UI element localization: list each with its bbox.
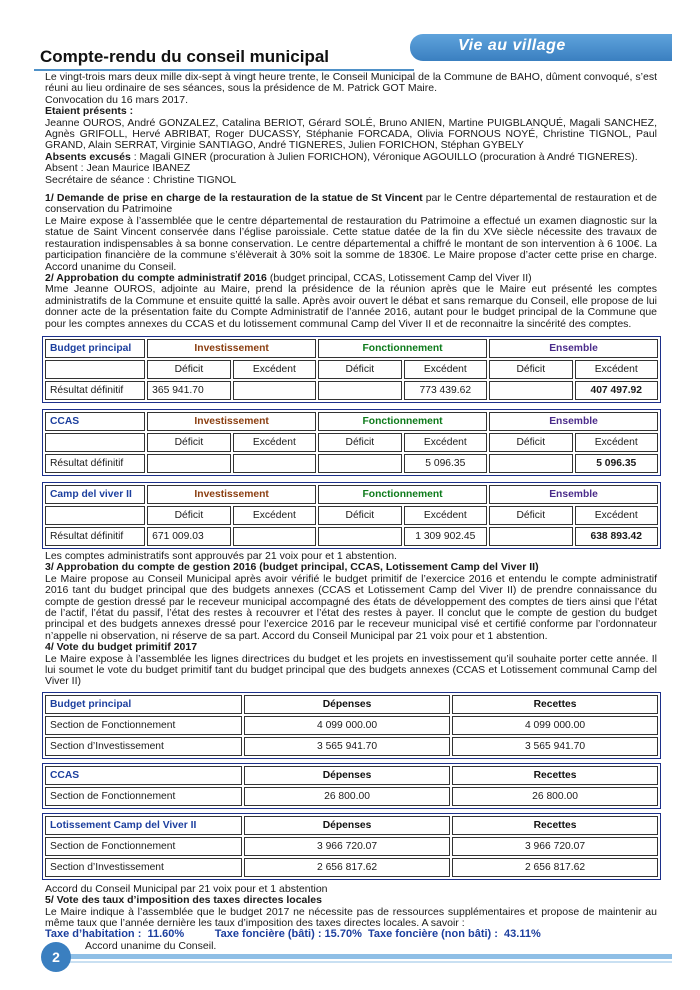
inv-deficit	[147, 454, 230, 473]
budget-name: Lotissement Camp del Viver II	[45, 816, 242, 835]
subheader-exc: Excédent	[404, 360, 487, 379]
s1-body: Le Maire expose à l’assemblée que le centre départemental de restauration du Patrimoine a effectué un examen diagnostic sur la statue de Saint Vincent conservée dans l’église paroissiale. Cette statue datée de la fin du XVe siècle nécessite des travaux de restauration indispensables à sa bonne conservation. Le centre départemental a chiffré le montant de son intervention à 6 100€. La participation financière de la commune s’élèverait à 30% soit la somme de 1830€. Le Maire propose d’acter cette prise en charge. Accord unanime du Conseil.	[45, 214, 657, 273]
subheader-exc: Excédent	[575, 433, 659, 452]
section-label: Section d’Investissement	[45, 858, 242, 877]
inv-excedent	[233, 381, 316, 400]
fon-excedent: 773 439.62	[404, 381, 487, 400]
header-fonctionnement: Fonctionnement	[318, 339, 487, 358]
inv-excedent	[233, 454, 316, 473]
secretaire-line: Secrétaire de séance : Christine TIGNOL	[45, 173, 237, 186]
section-label: Vie au village	[458, 37, 566, 54]
s4-body: Le Maire expose à l’assemblée les lignes directrices du budget et les projets en investissement qu’il souhaite porter cette année. Il lui soumet le vote du budget primitif tant du budget principal que des budgets annexes (CCAS et Lotissement communal Camp del Viver II)	[45, 652, 657, 688]
page-number: 2	[41, 942, 71, 972]
s5-title: 5/ Vote des taux d’imposition des taxes directes locales	[45, 894, 322, 907]
row-label: Résultat définitif	[45, 381, 145, 400]
header-fonctionnement: Fonctionnement	[318, 485, 487, 504]
s2-body: Mme Jeanne OUROS, adjointe au Maire, prend la présidence de la réunion après que le Maire eut présenté les comptes administratifs de la Commune et ensuite quitté la salle. Après avoir ouvert le débat et sans remarque du Conseil, elle propose de lui donner acte de la présentation faite du Compte Administratif de l’année 2016, autant pour le budget principal de la Commune que pour les comptes annexes du CCAS et du lotissement communal Camp del Viver II et de reconnaitre la sincérité des comptes.	[45, 283, 657, 330]
header-investissement: Investissement	[147, 485, 316, 504]
inv-excedent	[233, 527, 316, 546]
section-banner	[410, 34, 672, 61]
fon-excedent: 1 309 902.45	[404, 527, 487, 546]
footer-band-light	[44, 961, 672, 963]
subheader-exc: Excédent	[575, 506, 659, 525]
budget-name: Budget principal	[45, 695, 242, 714]
header-investissement: Investissement	[147, 339, 316, 358]
convocation: Convocation du 16 mars 2017.	[45, 93, 189, 106]
depenses-value: 3 966 720.07	[244, 837, 450, 856]
fon-deficit	[318, 381, 401, 400]
ca-table	[42, 482, 661, 549]
bp-table	[42, 763, 661, 809]
s2-title-bold: 2/ Approbation du compte administratif 2016	[45, 271, 267, 284]
inv-deficit: 365 941.70	[147, 381, 230, 400]
header-depenses: Dépenses	[244, 816, 450, 835]
recettes-value: 3 565 941.70	[452, 737, 658, 756]
recettes-value: 4 099 000.00	[452, 716, 658, 735]
s1-title-bold: 1/ Demande de prise en charge de la restauration de la statue de St Vincent	[45, 192, 423, 205]
ens-excedent: 407 497.92	[575, 381, 659, 400]
subheader-def: Déficit	[318, 360, 401, 379]
ca-table	[42, 336, 661, 403]
page-title: Compte-rendu du conseil municipal	[40, 47, 330, 66]
header-depenses: Dépenses	[244, 766, 450, 785]
row-label: Résultat définitif	[45, 454, 145, 473]
subheader-def: Déficit	[489, 360, 572, 379]
bp-table	[42, 813, 661, 880]
empty-cell	[45, 433, 145, 452]
subheader-exc: Excédent	[233, 360, 316, 379]
subheader-exc: Excédent	[233, 433, 316, 452]
s2-title-rest: (budget principal, CCAS, Lotissement Camp del Viver II)	[266, 271, 532, 284]
subheader-def: Déficit	[318, 506, 401, 525]
excuses-text: : Magali GINER (procuration à Julien FORICHON), Véronique AGOUILLO (procuration à André TIGNERES).	[130, 150, 638, 163]
s2-after: Les comptes administratifs sont approuvés par 21 voix pour et 1 abstention.	[45, 549, 397, 562]
tax-rates: Taxe d’habitation : 11.60% Taxe foncière (bâti) : 15.70% Taxe foncière (non bâti) : 43.11%	[45, 928, 541, 941]
footer-band	[44, 954, 672, 959]
section-label: Section de Fonctionnement	[45, 837, 242, 856]
inv-deficit: 671 009.03	[147, 527, 230, 546]
budget-name: CCAS	[45, 412, 145, 431]
subheader-def: Déficit	[318, 433, 401, 452]
empty-cell	[45, 360, 145, 379]
header-depenses: Dépenses	[244, 695, 450, 714]
subheader-exc: Excédent	[575, 360, 659, 379]
fon-deficit	[318, 454, 401, 473]
ens-excedent: 5 096.35	[575, 454, 659, 473]
fon-excedent: 5 096.35	[404, 454, 487, 473]
presents-list: Jeanne OUROS, André GONZALEZ, Catalina BERIOT, Gérard SOLÉ, Bruno ANIEN, Martine PUIGBLANQUÉ, Magali SANCHEZ, Agnès GRIFOLL, Hervé ABRIBAT, Roger DUCASSY, Stéphanie FORCADA, Olivia FORNOUS NOYÉ, Christine TIGNOL, Paul GRAND, Alain SERRAT, Virginie SANTIAGO, André TIGNERES, Julien FORICHON, Stéphan GYBELY	[45, 116, 657, 152]
section-label: Section de Fonctionnement	[45, 787, 242, 806]
header-ensemble: Ensemble	[489, 412, 658, 431]
recettes-value: 2 656 817.62	[452, 858, 658, 877]
s3-title: 3/ Approbation du compte de gestion 2016 (budget principal, CCAS, Lotissement Camp del Viver II)	[45, 561, 539, 574]
recettes-value: 26 800.00	[452, 787, 658, 806]
header-recettes: Recettes	[452, 766, 658, 785]
subheader-def: Déficit	[489, 433, 572, 452]
bp-tables	[45, 692, 657, 880]
s1-title-rest: par le Centre départemental de restauration et de conservation du Patrimoine	[45, 192, 657, 216]
bp-table	[42, 692, 661, 759]
subheader-def: Déficit	[147, 433, 230, 452]
excuses-label: Absents excusés	[45, 150, 131, 163]
budget-name: CCAS	[45, 766, 242, 785]
budget-name: Budget principal	[45, 339, 145, 358]
recettes-value: 3 966 720.07	[452, 837, 658, 856]
header-fonctionnement: Fonctionnement	[318, 412, 487, 431]
s1-title	[45, 193, 657, 216]
header-ensemble: Ensemble	[489, 485, 658, 504]
subheader-exc: Excédent	[404, 506, 487, 525]
ens-excedent: 638 893.42	[575, 527, 659, 546]
subheader-def: Déficit	[489, 506, 572, 525]
budget-name: Camp del viver II	[45, 485, 145, 504]
s4-after: Accord du Conseil Municipal par 21 voix pour et 1 abstention	[45, 882, 328, 895]
row-label: Résultat définitif	[45, 527, 145, 546]
subheader-exc: Excédent	[233, 506, 316, 525]
minutes-body	[45, 72, 657, 952]
s3-body: Le Maire propose au Conseil Municipal après avoir vérifié le budget primitif de l’exercice 2016 et entendu le compte administratif 2016 tant du budget principal que des budgets annexes (CCAS et Lotissement Camp del Viver II) de prendre connaissance du compte de gestion dressé par le receveur municipal accompagné des états de développement des comptes de tiers ainsi que l’état de l’actif, l’état du passif, l’état des restes à recouvrer et l’état des restes à payer. Il conclut que le compte de gestion du budget principal et des budgets annexes dressé pour l’exercice 2016 par le receveur municipal visé et certifié conforme par l’ordonnateur n’appelle ni observation, ni réserve de sa part. Accord du Conseil Municipal par 21 voix pour et 1 abstention.	[45, 572, 657, 642]
ens-deficit	[489, 381, 572, 400]
presents-label: Etaient présents :	[45, 105, 134, 118]
ens-deficit	[489, 527, 572, 546]
section-label: Section d’Investissement	[45, 737, 242, 756]
depenses-value: 4 099 000.00	[244, 716, 450, 735]
s5-after: Accord unanime du Conseil.	[85, 939, 217, 952]
ca-tables	[45, 336, 657, 549]
subheader-def: Déficit	[147, 506, 230, 525]
ens-deficit	[489, 454, 572, 473]
subheader-exc: Excédent	[404, 433, 487, 452]
header-recettes: Recettes	[452, 816, 658, 835]
header-ensemble: Ensemble	[489, 339, 658, 358]
s5-body: Le Maire indique à l’assemblée que le budget 2017 ne nécessite pas de ressources supplémentaires et propose de maintenir au même taux que l’année dernière les taux d’imposition des taxes directes locales. A savoir :	[45, 905, 657, 930]
header-investissement: Investissement	[147, 412, 316, 431]
ca-table	[42, 409, 661, 476]
subheader-def: Déficit	[147, 360, 230, 379]
empty-cell	[45, 506, 145, 525]
header-recettes: Recettes	[452, 695, 658, 714]
intro-text: Le vingt-trois mars deux mille dix-sept à vingt heure trente, le Conseil Municipal de la Commune de BAHO, dûment convoqué, s’est réuni au lieu ordinaire de ses séances, sous la présidence de M. Patrick GOT Maire.	[45, 71, 657, 95]
absent-line: Absent : Jean Maurice IBANEZ	[45, 162, 191, 175]
depenses-value: 26 800.00	[244, 787, 450, 806]
depenses-value: 2 656 817.62	[244, 858, 450, 877]
depenses-value: 3 565 941.70	[244, 737, 450, 756]
s4-title: 4/ Vote du budget primitif 2017	[45, 641, 198, 654]
fon-deficit	[318, 527, 401, 546]
section-label: Section de Fonctionnement	[45, 716, 242, 735]
